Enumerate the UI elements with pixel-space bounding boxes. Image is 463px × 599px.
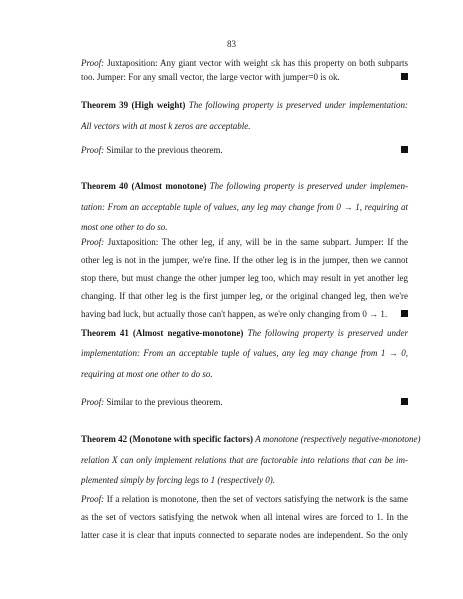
proof-label: Proof: <box>81 397 105 407</box>
theorem-text: plemented simply by forcing legs to 1 (respectively 0). <box>81 475 276 485</box>
proof-text: too. Jumper: For any small vector, the large vector with jumper=0 is ok. <box>81 72 340 82</box>
proof-label: Proof: <box>81 494 105 504</box>
text-line <box>81 327 408 339</box>
proof-label: Proof: <box>81 145 105 155</box>
theorem-label: Theorem 39 (High weight) <box>81 100 186 110</box>
proof-text: Similar to the previous theorem. <box>106 145 223 155</box>
proof-text: having bad luck, but actually those can't happen, as we're only changing from 0 → 1. <box>81 309 388 319</box>
text-line <box>81 221 408 233</box>
qed-square-icon <box>401 146 408 153</box>
qed-square-icon <box>401 310 408 317</box>
text-line <box>81 144 408 156</box>
proof-label: Proof: <box>81 58 105 68</box>
theorem-text: requiring at most one other to do so. <box>81 369 213 379</box>
proof-text: latter case it is clear that inputs connected to separate nodes are independent. So the only <box>81 530 408 540</box>
text-line <box>81 272 408 284</box>
theorem-text: most one other to do so. <box>81 222 168 232</box>
qed-square-icon <box>401 73 408 80</box>
theorem-text: All vectors with at most k zeros are acceptable. <box>81 121 251 131</box>
proof-label: Proof: <box>81 237 105 247</box>
text-line <box>81 290 408 302</box>
theorem-text: relation X can only implement relations that are factorable into relations that can be im- <box>81 455 408 465</box>
proof-text: other leg is not in the jumper, we're fine. If the other leg is in the jumper, then we cannot <box>81 255 408 265</box>
proof-text: Juxtaposition: Any giant vector with weight ≤k has this property on both subparts <box>107 58 409 68</box>
text-line <box>81 71 408 83</box>
proof-text: stop there, but must change the other jumper leg too, which may result in yet another leg <box>81 273 408 283</box>
text-line <box>81 347 408 359</box>
text-line <box>81 99 408 111</box>
text-line <box>81 236 408 248</box>
proof-text: changing. If that other leg is the first jumper leg, or the original changed leg, then we're <box>81 291 408 301</box>
text-line <box>81 120 408 132</box>
proof-text: Similar to the previous theorem. <box>106 397 223 407</box>
text-line <box>81 493 408 505</box>
page-number: 83 <box>227 39 236 49</box>
text-line <box>81 396 408 408</box>
theorem-text: The following property is preserved under implementation: <box>188 100 409 110</box>
theorem-text: implementation: From an acceptable tuple of values, any leg may change from 1 → 0, <box>81 348 408 358</box>
theorem-text: tation: From an acceptable tuple of values, any leg may change from 0 → 1, requiring at <box>81 202 408 212</box>
theorem-label: Theorem 41 (Almost negative-monotone) <box>81 328 244 338</box>
proof-text: Juxtaposition: The other leg, if any, will be in the same subpart. Jumper: If the <box>107 237 408 247</box>
theorem-text: The following property is preserved under implemen- <box>209 181 408 191</box>
text-line <box>81 454 408 466</box>
text-line <box>81 180 408 192</box>
text-line <box>81 511 408 523</box>
text-line <box>81 57 408 69</box>
proof-text: as the set of vectors satisfying the netwok when all intenal wires are forced to 1. In the <box>81 512 408 522</box>
text-line <box>81 474 408 486</box>
text-line <box>81 529 408 541</box>
text-line <box>81 368 408 380</box>
theorem-text: The following property is preserved under <box>247 328 409 338</box>
qed-square-icon <box>401 398 408 405</box>
proof-text: If a relation is monotone, then the set of vectors satisfying the network is the same <box>106 494 408 504</box>
theorem-label: Theorem 40 (Almost monotone) <box>81 181 207 191</box>
theorem-text: A monotone (respectively negative-monotone) <box>255 434 421 444</box>
theorem-label: Theorem 42 (Monotone with specific factors) <box>81 434 254 444</box>
text-line <box>81 308 408 320</box>
text-line <box>81 254 408 266</box>
text-line <box>81 433 421 445</box>
text-line <box>81 201 408 213</box>
